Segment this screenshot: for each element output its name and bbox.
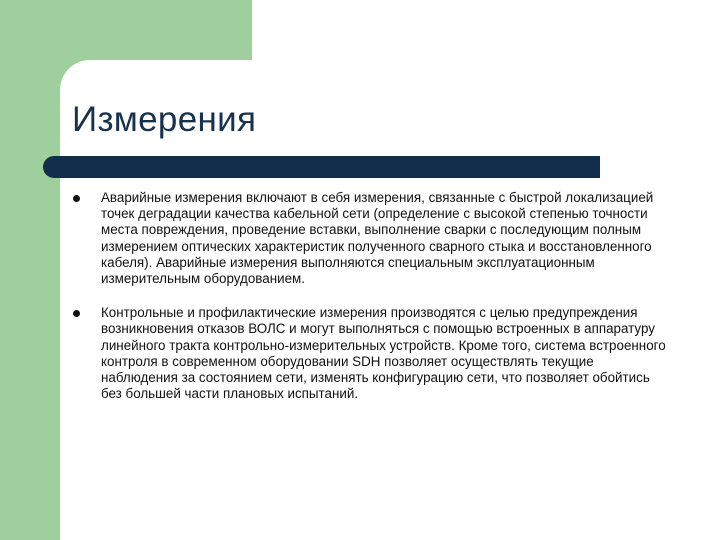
slide-title: Измерения (72, 100, 257, 139)
bullet-text: Аварийные измерения включают в себя измерения, связанные с быстрой локализацией точек деградации качества кабельной сети (определение с высокой степенью точности места повреждения, проведение вставки, выполнение сварки с последующим полным измерением оптических характеристик полученного сварного стыка и восстановленного кабеля). Аварийные измерения выполняются специальным эксплуатационным измерительным оборудованием. (101, 190, 654, 287)
bullet-item (73, 190, 673, 287)
bullet-dot-icon (73, 310, 80, 317)
title-underline-bar (60, 156, 600, 178)
bullet-list (73, 190, 673, 420)
bullet-item (73, 305, 673, 402)
bullet-dot-icon (73, 195, 80, 202)
bullet-text: Контрольные и профилактические измерения производятся с целью предупреждения возникновения отказов ВОЛС и могут выполняться с помощью встроенных в аппаратуру линейного тракта контрольно-измерительных устройств. Кроме того, система встроенного контроля в современном оборудовании SDH позволяет осуществлять текущие наблюдения за состоянием сети, изменять конфигурацию сети, что позволяет обойтись без большей части плановых испытаний. (101, 305, 666, 402)
